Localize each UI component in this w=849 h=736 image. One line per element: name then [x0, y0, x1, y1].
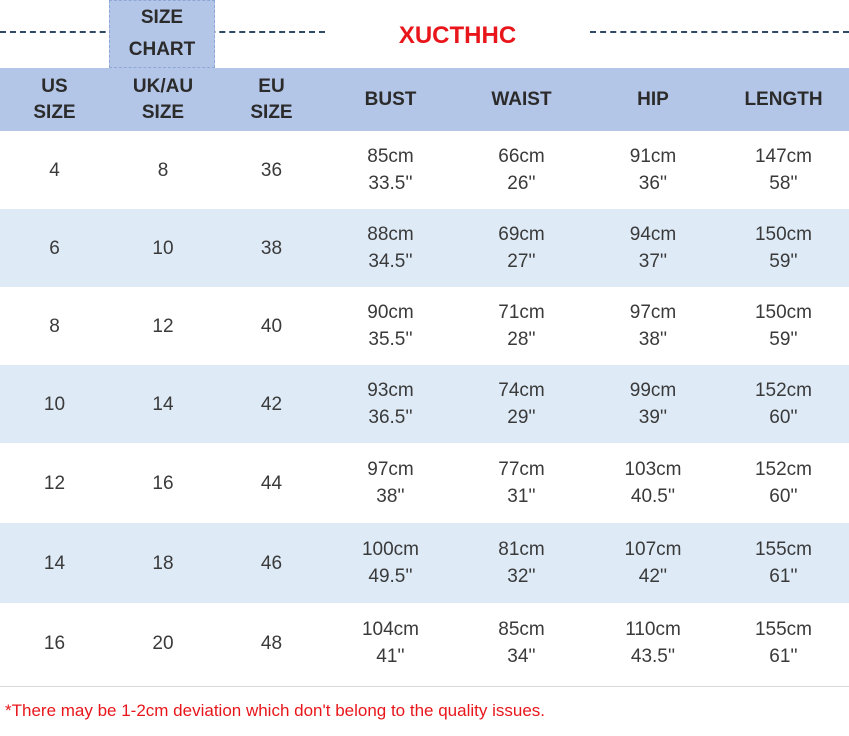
uk-au-size-cell: 20 — [152, 632, 174, 654]
uk-au-size-cell: 14 — [109, 365, 217, 443]
size-chart-label-line2: CHART — [128, 39, 196, 60]
length-cell: 150cm 59'' — [754, 302, 813, 350]
column-header-eu-size: EU SIZE — [217, 68, 326, 131]
waist-cell: 85cm 34'' — [498, 619, 545, 667]
column-header-bust: BUST — [326, 68, 455, 131]
uk-au-size-cell: 18 — [109, 523, 217, 603]
hip-cell: 110cm 43.5'' — [625, 619, 681, 667]
bust-cell: 85cm 33.5'' — [367, 146, 414, 194]
bust-cell: 88cm 34.5'' — [326, 209, 455, 287]
hip-cell: 107cm 42'' — [588, 523, 718, 603]
column-header-hip: HIP — [588, 68, 718, 131]
uk-au-size-cell: 8 — [157, 159, 169, 181]
brand-title: XUCTHHC — [398, 22, 517, 49]
table-row — [0, 287, 849, 365]
hip-cell: 99cm 39'' — [588, 365, 718, 443]
bust-cell: 93cm 36.5'' — [326, 365, 455, 443]
table-row — [0, 603, 849, 683]
table-row — [0, 443, 849, 523]
table-row — [0, 523, 849, 603]
table-row — [0, 365, 849, 443]
us-size-cell: 6 — [0, 209, 109, 287]
eu-size-cell: 44 — [260, 472, 283, 494]
deviation-note — [0, 686, 849, 736]
us-size-cell: 16 — [43, 632, 66, 654]
us-size-cell: 8 — [49, 315, 60, 337]
eu-size-cell: 46 — [217, 523, 326, 603]
length-cell: 155cm 61'' — [718, 523, 849, 603]
waist-cell: 71cm 28'' — [498, 302, 545, 350]
waist-cell: 66cm 26'' — [498, 146, 545, 194]
eu-size-cell: 48 — [260, 632, 283, 654]
size-table — [0, 68, 849, 683]
us-size-cell: 14 — [0, 523, 109, 603]
waist-cell: 81cm 32'' — [455, 523, 588, 603]
table-row — [0, 131, 849, 209]
uk-au-size-cell: 16 — [152, 472, 174, 494]
length-cell: 150cm 59'' — [718, 209, 849, 287]
waist-cell: 77cm 31'' — [498, 459, 545, 507]
column-header-uk-au-size: UK/AU SIZE — [109, 68, 217, 131]
hip-cell: 97cm 38'' — [629, 302, 677, 350]
dashed-divider-right — [590, 31, 849, 33]
hip-cell: 94cm 37'' — [588, 209, 718, 287]
eu-size-cell: 40 — [260, 315, 283, 337]
hip-cell: 103cm 40.5'' — [624, 459, 682, 507]
us-size-cell: 10 — [0, 365, 109, 443]
size-chart-label-line1: SIZE — [140, 7, 184, 28]
uk-au-size-cell: 10 — [109, 209, 217, 287]
length-cell: 155cm 61'' — [754, 619, 813, 667]
length-cell: 147cm 58'' — [754, 146, 813, 194]
bust-cell: 100cm 49.5'' — [326, 523, 455, 603]
eu-size-cell: 36 — [260, 159, 283, 181]
waist-cell: 74cm 29'' — [455, 365, 588, 443]
length-cell: 152cm 60'' — [754, 459, 813, 507]
hip-cell: 91cm 36'' — [629, 146, 677, 194]
column-header-length: LENGTH — [718, 68, 849, 131]
eu-size-cell: 38 — [217, 209, 326, 287]
waist-cell: 69cm 27'' — [455, 209, 588, 287]
eu-size-cell: 42 — [217, 365, 326, 443]
bust-cell: 97cm 38'' — [367, 459, 414, 507]
column-header-waist: WAIST — [455, 68, 588, 131]
top-band — [0, 0, 849, 68]
table-header-row — [0, 68, 849, 131]
column-header-us-size: US SIZE — [0, 68, 109, 131]
length-cell: 152cm 60'' — [718, 365, 849, 443]
size-chart-label — [109, 0, 215, 68]
us-size-cell: 4 — [49, 159, 60, 181]
deviation-note-text: *There may be 1-2cm deviation which don't belong to the quality issues. — [5, 701, 545, 720]
table-row — [0, 209, 849, 287]
uk-au-size-cell: 12 — [152, 315, 174, 337]
bust-cell: 104cm 41'' — [361, 619, 420, 667]
us-size-cell: 12 — [43, 472, 66, 494]
bust-cell: 90cm 35.5'' — [367, 302, 414, 350]
